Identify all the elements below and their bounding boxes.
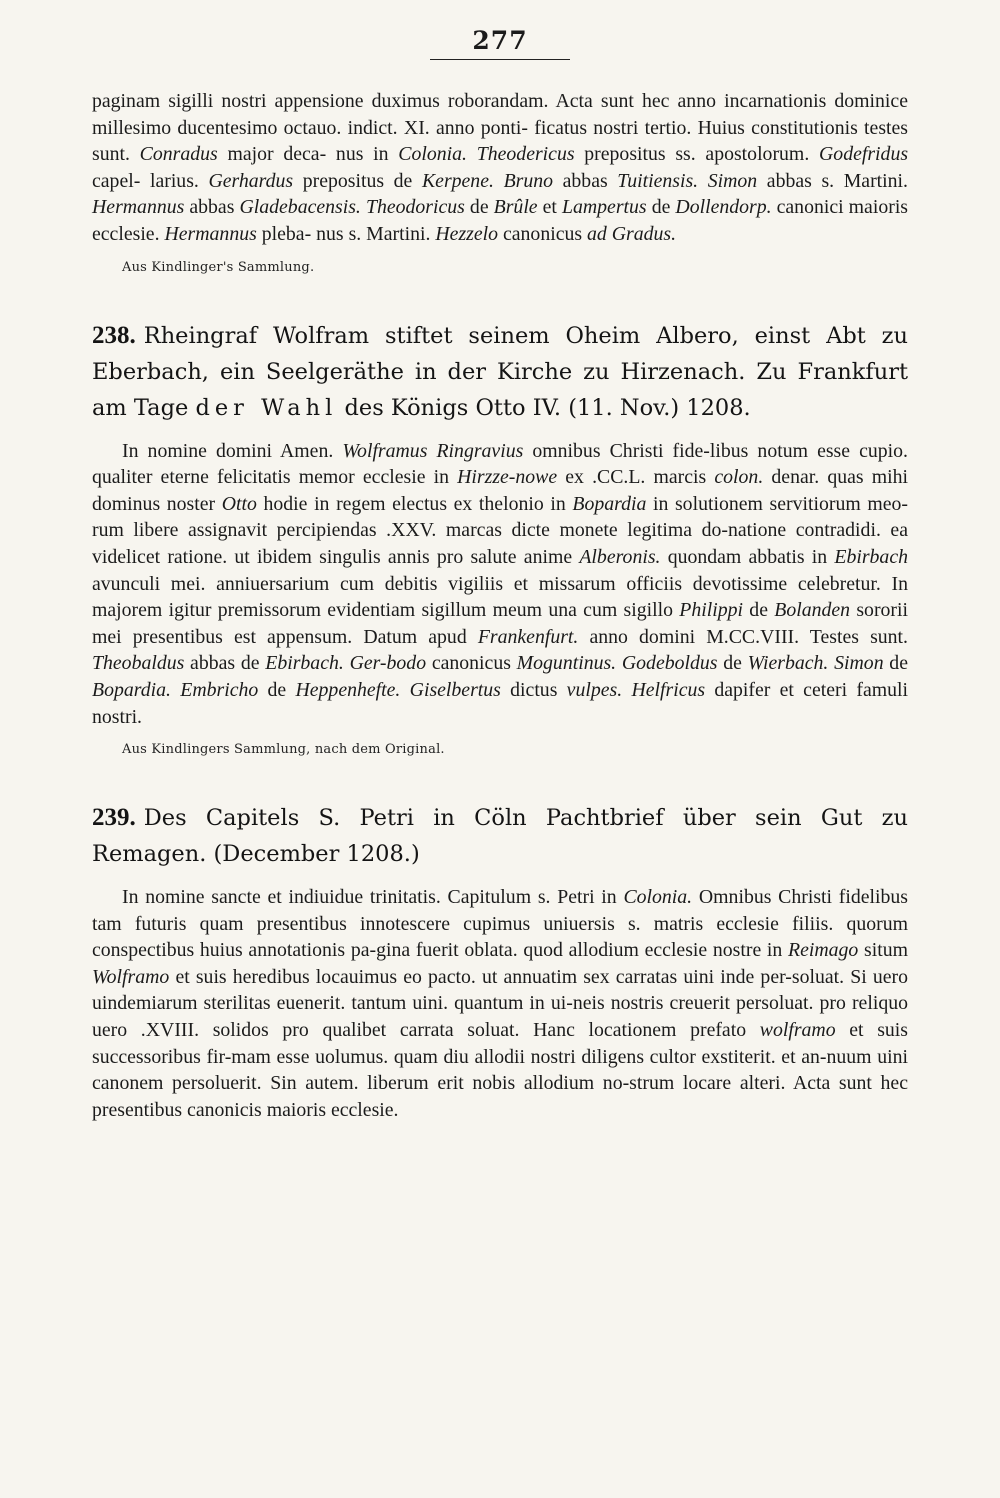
person-name: Godefridus xyxy=(819,143,909,166)
person-name: Lampertus xyxy=(561,196,647,219)
document-239 xyxy=(92,800,908,1123)
person-name: Theodoricus xyxy=(365,196,465,219)
document-number: 239. xyxy=(92,804,136,832)
place-name: Kerpene. xyxy=(421,169,494,192)
person-name: Simon xyxy=(707,169,758,192)
person-name: Bruno xyxy=(503,169,554,192)
document-text: In nomine domini Amen. Wolframus Ringravius omnibus Christi fide-libus notum esse cupio. qualiter eterne felicitatis memor ecclesie in Hirzze-nowe ex .CC.L. marcis colon. denar. quas mihi dominus noster Otto hodie in regem electus ex thelonio in Bopardia in solutionem servitiorum meo-rum libere assignavit percipiendas .XXV. marcas dicte monete legitima do-natione contradidi. ea videlicet ratione. ut ibidem singulis annis pro salute anime Alberonis. quondam abbatis in Ebirbach avunculi mei. anniuersarium cum debitis vigiliis et missarum officiis devotissime celebretur. In majorem igitur premissorum evidentiam sigillum meum una cum sigillo Philippi de Bolanden sororii mei presentibus est appensum. Datum apud Frankenfurt. anno domini M.CC.VIII. Testes sunt. Theobaldus abbas de Ebirbach. Ger-bodo canonicus Moguntinus. Godeboldus de Wierbach. Simon de Bopardia. Embricho de Heppenhefte. Giselbertus dictus vulpes. Helfricus dapifer et ceteri famuli nostri. xyxy=(92,439,909,728)
place-name: Gladebacensis. xyxy=(239,196,361,219)
place-name: Dollendorp. xyxy=(675,196,772,219)
source-note: Aus Kindlingers Sammlung, nach dem Original. xyxy=(122,742,445,758)
page-number: 277 xyxy=(430,26,570,60)
person-name: Theodericus xyxy=(476,143,575,166)
place-name: Brûle xyxy=(493,196,538,219)
source-note: Aus Kindlinger's Sammlung. xyxy=(122,259,315,275)
place-name: Colonia. xyxy=(398,143,467,166)
person-name: Hezzelo xyxy=(435,222,499,245)
previous-document-ending xyxy=(92,88,908,278)
document-text: In nomine sancte et indiuidue trinitatis. Capitulum s. Petri in Colonia. Omnibus Christi fidelibus tam futuris quam presentibus innotescere cupimus uniuersis s. matris ecclesie filiis. quorum conspectibus huius annotationis pa-gina fuerit oblata. quod allodium ecclesie nostre in Reimago situm Wolframo et suis heredibus locauimus eo pacto. ut annuatim sex carratas uini inde per-soluat. Si uero uindemiarum sterilitas euenerit. tantum uini. quantum in ui-neis nostris creuerit persoluat. pro reliquo uero .XVIII. solidos pro qualibet carrata soluat. Hanc locationem prefato wolframo et suis successoribus fir-mam esse uolumus. quam diu allodii nostri diligens cultor exstiterit. et an-nuum uini canonem persoluerit. Sin autem. liberum erit nobis allodium no-strum locare alteri. Acta sunt hec presentibus canonicis maioris ecclesie. xyxy=(92,886,908,1121)
place-name: Tuitiensis. xyxy=(617,169,699,192)
paragraph: paginam sigilli nostri appensione duximus roborandam. Acta sunt hec anno incarnationis dominice millesimo ducentesimo octauo. indict. XI. anno ponti- ficatus nostri tertio. Huius constitutionis testes sunt. Conradus major deca- nus in Colonia. Theodericus prepositus ss. apostolorum. Godefridus capel- larius. Gerhardus prepositus de Kerpene. Bruno abbas Tuitiensis. Simon abbas s. Martini. Hermannus abbas Gladebacensis. Theodoricus de Brûle et Lampertus de Dollendorp. canonici maioris ecclesie. Hermannus pleba- nus s. Martini. Hezzelo canonicus ad Gradus. xyxy=(92,90,909,245)
document-heading: 238. Rheingraf Wolfram stiftet seinem Oheim Albero, einst Abt zu Eberbach, ein Seelgeräthe in der Kirche zu Hirzenach. Zu Frankfurt am Tage der Wahl des Königs Otto IV. (11. Nov.) 1208. xyxy=(92,321,908,421)
person-name: Gerhardus xyxy=(208,169,294,192)
person-name: Hermannus xyxy=(92,196,185,219)
document-238 xyxy=(92,318,908,761)
person-name: Hermannus xyxy=(164,222,257,245)
document-number: 238. xyxy=(92,321,136,349)
place-name: ad Gradus. xyxy=(587,222,677,245)
document-heading: 239. Des Capitels S. Petri in Cöln Pachtbrief über sein Gut zu Remagen. (December 1208.) xyxy=(92,804,908,868)
person-name: Conradus xyxy=(139,143,218,166)
